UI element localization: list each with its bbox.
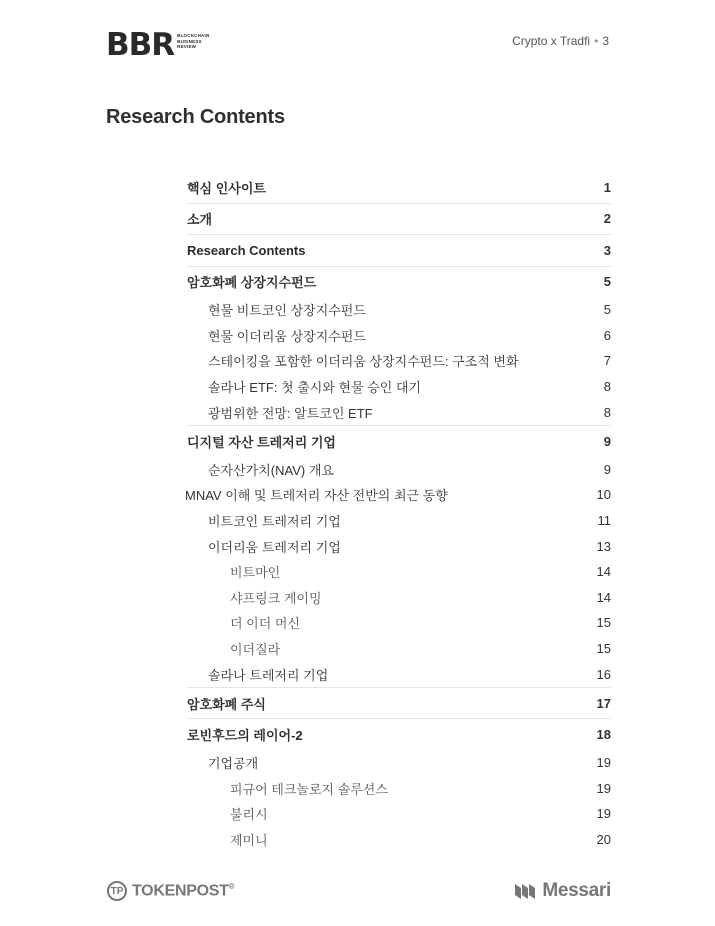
toc-entry-label: 암호화폐 주식 bbox=[187, 696, 266, 712]
toc-subentry-page: 13 bbox=[596, 538, 611, 554]
toc-entry[interactable] bbox=[187, 266, 611, 298]
toc-entry-label: 암호화폐 상장지수펀드 bbox=[187, 275, 317, 291]
toc-subentry[interactable] bbox=[187, 374, 611, 400]
toc-entry-page: 5 bbox=[603, 274, 611, 290]
toc-subsubentry-label: 피규어 테크놀로지 솔루션스 bbox=[230, 781, 388, 797]
tokenpost-wordmark: TOKENPOST® bbox=[132, 881, 235, 900]
toc-subentry-page: 7 bbox=[603, 353, 611, 369]
toc-subsubentry-page: 20 bbox=[596, 831, 611, 847]
toc-entry[interactable] bbox=[187, 234, 611, 266]
page-header bbox=[0, 0, 715, 70]
toc-subentry-page: 11 bbox=[597, 512, 611, 528]
toc-subsubentry[interactable] bbox=[187, 636, 611, 662]
toc-subsubentry[interactable] bbox=[187, 801, 611, 827]
toc-subsubentry-label: 이더질라 bbox=[230, 641, 281, 657]
toc-subentry-page: 9 bbox=[603, 461, 611, 477]
toc-subentry-page: 16 bbox=[596, 666, 611, 682]
toc-subentry-label: 현물 이더리움 상장지수펀드 bbox=[208, 328, 366, 344]
toc-subentry[interactable] bbox=[187, 323, 611, 349]
separator-dot: • bbox=[594, 34, 599, 48]
toc-subentry[interactable] bbox=[187, 399, 611, 425]
toc-subsubentry-page: 14 bbox=[596, 589, 611, 605]
toc-subsubentry-label: 더 이더 머신 bbox=[230, 616, 301, 632]
toc-entry-page: 17 bbox=[596, 695, 611, 711]
toc-entry[interactable] bbox=[187, 172, 611, 203]
toc-subentry[interactable] bbox=[187, 508, 611, 534]
toc-entry-label: Research Contents bbox=[187, 242, 306, 258]
toc-entry-page: 1 bbox=[603, 179, 611, 195]
toc-subentry-label: 솔라나 트레저리 기업 bbox=[208, 667, 329, 683]
toc-subentry-page: 5 bbox=[603, 302, 611, 318]
toc-subentry-label: 현물 비트코인 상장지수펀드 bbox=[208, 303, 366, 319]
toc-entry-page: 3 bbox=[603, 242, 611, 258]
toc-subsubentry-page: 19 bbox=[596, 780, 611, 796]
toc-subentry-page: 8 bbox=[603, 404, 611, 420]
messari-icon bbox=[514, 882, 536, 900]
messari-logo bbox=[514, 880, 611, 902]
toc-entry[interactable] bbox=[187, 718, 611, 750]
toc-subentry[interactable] bbox=[187, 750, 611, 776]
toc-subentry-label: 순자산가치(NAV) 개요 bbox=[208, 462, 334, 478]
toc-entry-page: 2 bbox=[603, 211, 611, 227]
toc-entry[interactable] bbox=[187, 687, 611, 719]
toc-entry-page: 9 bbox=[603, 433, 611, 449]
toc-subsubentry[interactable] bbox=[187, 559, 611, 585]
tokenpost-logo bbox=[107, 881, 234, 901]
toc-subentry-label: 기업공개 bbox=[208, 756, 259, 772]
toc-subentry-label: 광범위한 전망: 알트코인 ETF bbox=[208, 405, 373, 421]
page-meta bbox=[512, 34, 609, 48]
bbr-logo-mark: BBR bbox=[106, 27, 175, 63]
report-name: Crypto x Tradfi bbox=[512, 34, 591, 48]
bbr-logo bbox=[106, 27, 210, 63]
toc-subentry[interactable] bbox=[187, 533, 611, 559]
toc-subsubentry-label: 샤프링크 게이밍 bbox=[230, 590, 322, 606]
toc-subentry-page: 6 bbox=[603, 327, 611, 343]
page-footer bbox=[0, 866, 715, 926]
toc-entry-label: 로빈후드의 레이어-2 bbox=[187, 728, 303, 744]
toc-subentry-label: 이더리움 트레저리 기업 bbox=[208, 539, 341, 555]
toc-subentry[interactable] bbox=[187, 661, 611, 687]
toc-subsubentry[interactable] bbox=[187, 610, 611, 636]
toc-subsubentry[interactable] bbox=[187, 827, 611, 853]
tokenpost-icon: TP bbox=[107, 881, 127, 901]
table-of-contents bbox=[187, 172, 611, 852]
toc-subentry-page: 10 bbox=[596, 487, 611, 503]
toc-subentry-page: 8 bbox=[603, 379, 611, 395]
toc-subentry[interactable] bbox=[187, 456, 611, 482]
messari-wordmark: Messari bbox=[542, 880, 611, 901]
toc-entry-label: 디지털 자산 트레저리 기업 bbox=[187, 434, 336, 450]
toc-subsubentry[interactable] bbox=[187, 775, 611, 801]
toc-subsubentry-page: 15 bbox=[596, 615, 611, 631]
toc-subsubentry[interactable] bbox=[187, 584, 611, 610]
toc-subsubentry-label: 비트마인 bbox=[230, 565, 281, 581]
toc-subsubentry-page: 19 bbox=[596, 806, 611, 822]
page-number: 3 bbox=[602, 34, 609, 48]
toc-subentry-page: 19 bbox=[596, 755, 611, 771]
toc-subsubentry-label: 불리시 bbox=[230, 807, 268, 823]
toc-entry-label: 소개 bbox=[187, 212, 213, 228]
toc-subsubentry-page: 14 bbox=[596, 564, 611, 580]
toc-subsubentry-label: 제미니 bbox=[230, 832, 268, 848]
toc-entry-label: 핵심 인사이트 bbox=[187, 180, 266, 196]
toc-subentry-label: 비트코인 트레저리 기업 bbox=[208, 513, 341, 529]
toc-subentry[interactable] bbox=[187, 297, 611, 323]
toc-subentry-label: MNAV 이해 및 트레저리 자산 전반의 최근 동향 bbox=[185, 488, 448, 504]
toc-subentry[interactable] bbox=[187, 482, 611, 508]
toc-entry-page: 18 bbox=[596, 727, 611, 743]
toc-subsubentry-page: 15 bbox=[596, 640, 611, 656]
toc-entry[interactable] bbox=[187, 425, 611, 457]
toc-subentry-label: 스테이킹을 포함한 이더리움 상장지수펀드: 구조적 변화 bbox=[208, 354, 519, 370]
bbr-logo-subtitle: BLOCKCHAIN BUSINESS REVIEW bbox=[177, 33, 210, 49]
toc-subentry[interactable] bbox=[187, 348, 611, 374]
page-title: Research Contents bbox=[106, 106, 285, 128]
toc-subentry-label: 솔라나 ETF: 첫 출시와 현물 승인 대기 bbox=[208, 380, 422, 396]
toc-entry[interactable] bbox=[187, 203, 611, 235]
